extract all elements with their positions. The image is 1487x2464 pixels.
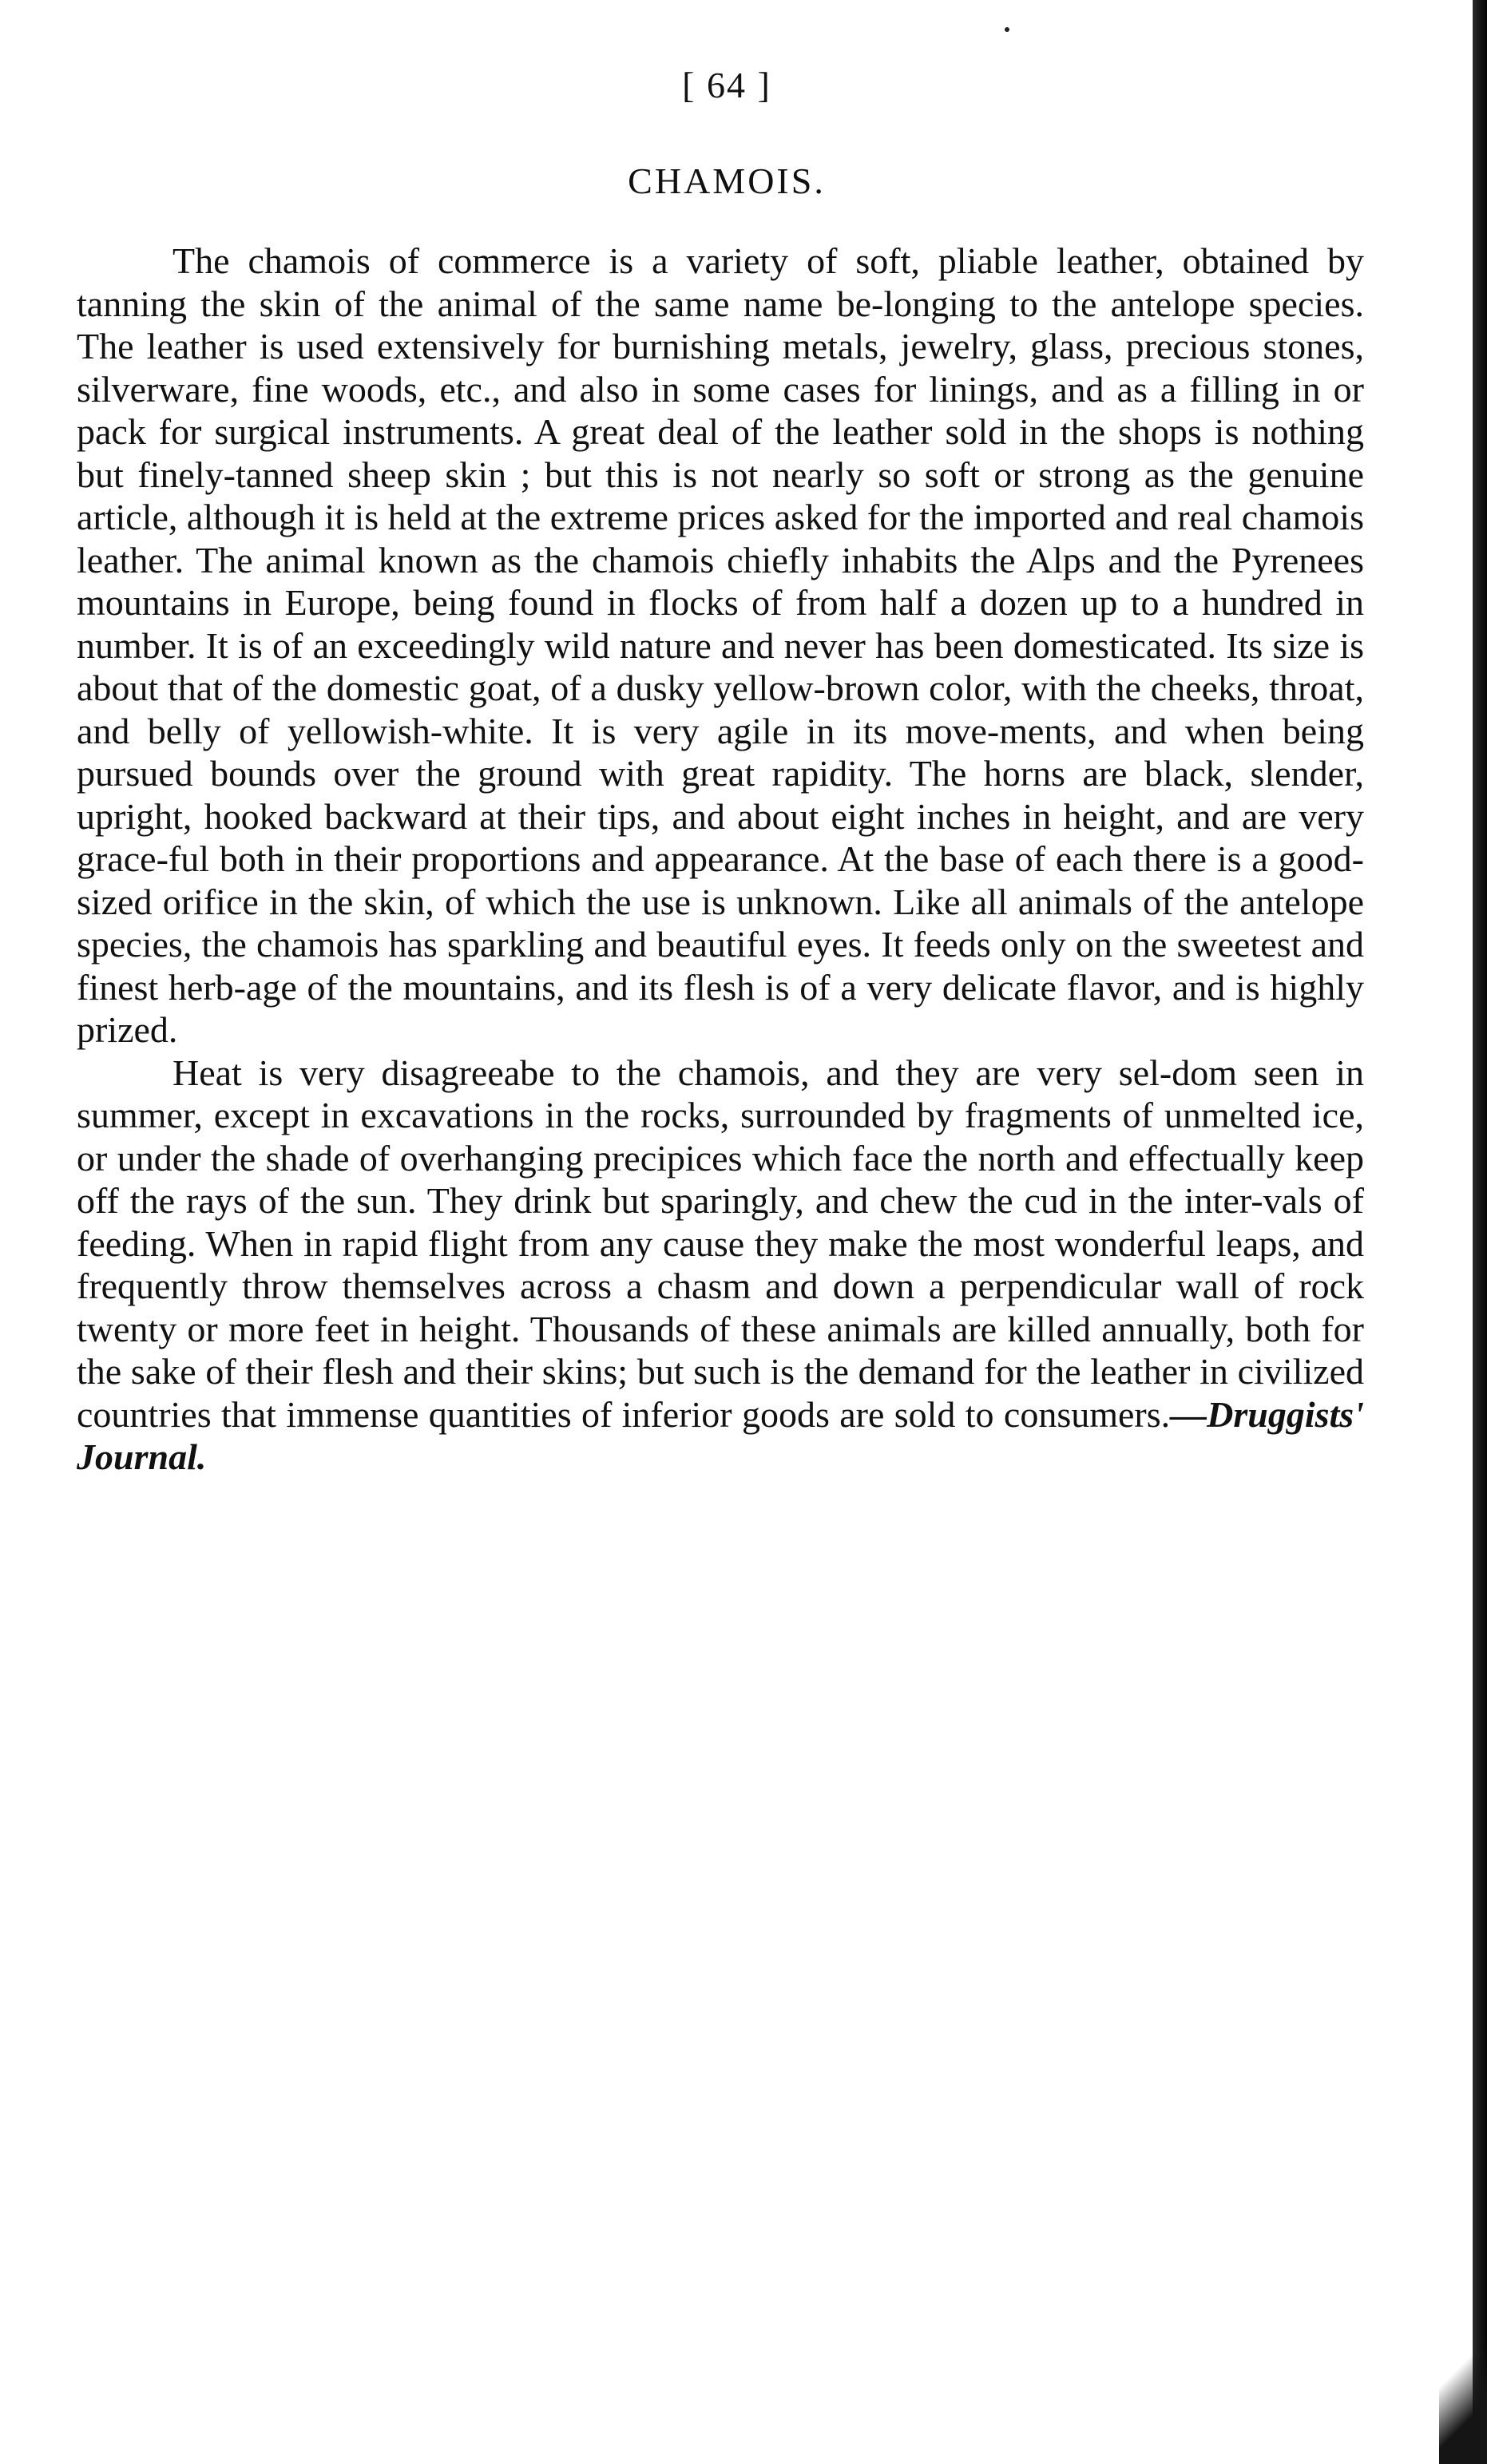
article-paragraph-2 bbox=[77, 1052, 1364, 1479]
source-credit: —Druggists' Journal. bbox=[77, 1393, 1364, 1477]
page-number: [ 64 ] bbox=[682, 65, 771, 105]
article-body bbox=[77, 240, 1364, 1479]
binding-edge bbox=[1473, 0, 1487, 2464]
article-title: CHAMOIS. bbox=[628, 160, 826, 201]
binding-shadow bbox=[1439, 2304, 1487, 2464]
scan-speck bbox=[1005, 27, 1009, 32]
article-paragraph-1: The chamois of commerce is a variety of soft, pliable leather, obtained by tanning the skin of the animal of the same name be-longing to the antelope species. The leather is used extensively for burnishing metals, jewelry, glass, precious stones, silverware, fine woods, etc., and also in some cases for linings, and as a filling in or pack for surgical instruments. A great deal of the leather sold in the shops is nothing but finely-tanned sheep skin ; but this is not nearly so soft or strong as the genuine article, although it is held at the extreme prices asked for the imported and real chamois leather. The animal known as the chamois chiefly inhabits the Alps and the Pyrenees mountains in Europe, being found in flocks of from half a dozen up to a hundred in number. It is of an exceedingly wild nature and never has been domesticated. Its size is about that of the domestic goat, of a dusky yellow-brown color, with the cheeks, throat, and belly of yellowish-white. It is very agile in its move-ments, and when being pursued bounds over the ground with great rapidity. The horns are black, slender, upright, hooked backward at their tips, and about eight inches in height, and are very grace-ful both in their proportions and appearance. At the base of each there is a good-sized orifice in the skin, of which the use is unknown. Like all animals of the antelope species, the chamois has sparkling and beautiful eyes. It feeds only on the sweetest and finest herb-age of the mountains, and its flesh is of a very delicate flavor, and is highly prized. bbox=[77, 240, 1364, 1050]
article-paragraph-2-text: Heat is very disagreeabe to the chamois, and they are very sel-dom seen in summer, except in excavations in the rocks, surrounded by fragments of unmelted ice, or under the shade of overhanging precipices which face the north and effectually keep off the rays of the sun. They drink but sparingly, and chew the cud in the inter-vals of feeding. When in rapid flight from any cause they make the most wonderful leaps, and frequently throw themselves across a chasm and down a perpendicular wall of rock twenty or more feet in height. Thousands of these animals are killed annually, both for the sake of their flesh and their skins; but such is the demand for the leather in civilized countries that immense quantities of inferior goods are sold to consumers. bbox=[77, 1052, 1364, 1435]
